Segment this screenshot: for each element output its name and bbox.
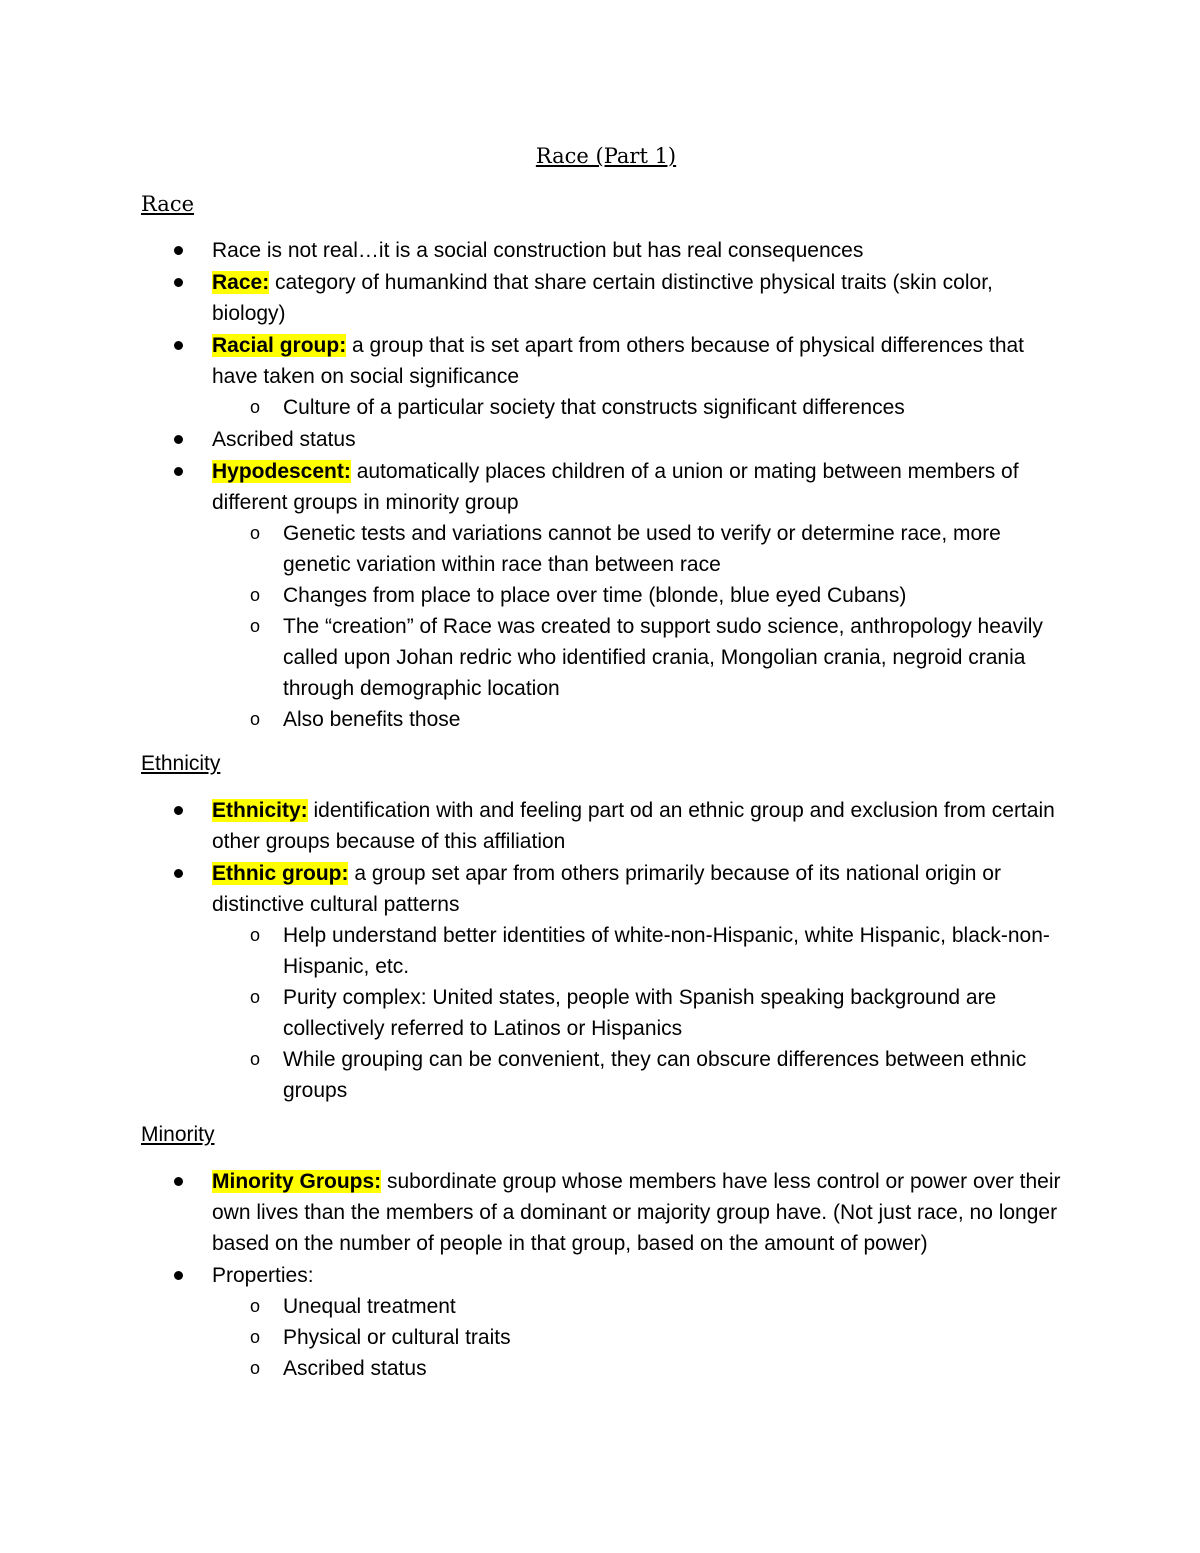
definition-text: a group that is set apart from others because of physical differences that have taken on social significance	[212, 334, 1025, 388]
highlighted-term: Ethnic group:	[212, 862, 349, 885]
sub-item-text: Also benefits those	[283, 708, 461, 731]
sub-list-item	[212, 1291, 1071, 1322]
sub-list-item	[212, 1044, 1071, 1106]
sub-list-item	[212, 518, 1071, 580]
sub-list-item	[212, 1353, 1071, 1384]
o-bullet-icon: o	[250, 1049, 261, 1069]
bullet-icon	[174, 246, 183, 255]
sub-item-text: Purity complex: United states, people with Spanish speaking background are collectively referred to Latinos or Hispanics	[283, 986, 997, 1040]
o-bullet-icon: o	[250, 616, 261, 636]
list-item	[141, 330, 1071, 423]
definition-text: a group set apar from others primarily because of its national origin or distinctive cultural patterns	[212, 862, 1001, 916]
sub-item-text: Physical or cultural traits	[283, 1326, 511, 1349]
sub-item-text: Changes from place to place over time (blonde, blue eyed Cubans)	[283, 584, 907, 607]
bullet-icon	[174, 1177, 183, 1186]
list-item-text: Ascribed status	[212, 428, 356, 451]
sub-item-text: Genetic tests and variations cannot be used to verify or determine race, more genetic variation within race than between race	[283, 522, 1001, 576]
sub-item-text: While grouping can be convenient, they can obscure differences between ethnic groups	[283, 1048, 1027, 1102]
section-heading-ethnicity: Ethnicity	[141, 752, 221, 775]
o-bullet-icon: o	[250, 585, 261, 605]
o-bullet-icon: o	[250, 523, 261, 543]
minority-bullet-list	[141, 1166, 1071, 1384]
sub-item-text: Culture of a particular society that constructs significant differences	[283, 396, 905, 419]
bullet-icon	[174, 1271, 183, 1280]
sub-list-item	[212, 580, 1071, 611]
list-item	[141, 235, 1071, 266]
sub-item-text: Ascribed status	[283, 1357, 427, 1380]
bullet-icon	[174, 869, 183, 878]
list-item	[141, 858, 1071, 1106]
highlighted-term: Racial group:	[212, 334, 347, 357]
o-bullet-icon: o	[250, 709, 261, 729]
o-bullet-icon: o	[250, 1358, 261, 1378]
sub-list-item	[212, 704, 1071, 735]
highlighted-term: Hypodescent:	[212, 460, 351, 483]
list-item	[141, 1260, 1071, 1384]
sub-item-text: Unequal treatment	[283, 1295, 456, 1318]
sub-item-text: Help understand better identities of white-non-Hispanic, white Hispanic, black-non-Hispanic, etc.	[283, 924, 1050, 978]
bullet-icon	[174, 278, 183, 287]
list-item	[141, 1166, 1071, 1259]
sub-list	[212, 920, 1071, 1106]
list-item-text: Properties:	[212, 1264, 314, 1287]
sub-list	[212, 518, 1071, 735]
sub-list-item	[212, 982, 1071, 1044]
definition-text: category of humankind that share certain distinctive physical traits (skin color, biology)	[212, 271, 993, 325]
o-bullet-icon: o	[250, 925, 261, 945]
highlighted-term: Ethnicity:	[212, 799, 308, 822]
race-bullet-list	[141, 235, 1071, 735]
definition-text: subordinate group whose members have less control or power over their own lives than the members of a dominant or majority group have. (Not just race, no longer based on the number of people in that group, based on the amount of power)	[212, 1170, 1061, 1255]
section-heading-race: Race	[141, 192, 195, 216]
sub-list	[212, 392, 1071, 423]
list-item	[141, 267, 1071, 329]
highlighted-term: Race:	[212, 271, 270, 294]
sub-list-item	[212, 392, 1071, 423]
sub-list-item	[212, 1322, 1071, 1353]
o-bullet-icon: o	[250, 1296, 261, 1316]
list-item	[141, 795, 1071, 857]
document-page	[141, 140, 1071, 1397]
o-bullet-icon: o	[250, 987, 261, 1007]
list-item	[141, 456, 1071, 735]
bullet-icon	[174, 806, 183, 815]
sub-list	[212, 1291, 1071, 1384]
bullet-icon	[174, 467, 183, 476]
list-item	[141, 424, 1071, 455]
ethnicity-bullet-list	[141, 795, 1071, 1106]
definition-text: automatically places children of a union or mating between members of different groups in minority group	[212, 460, 1019, 514]
definition-text: identification with and feeling part od an ethnic group and exclusion from certain other groups because of this affiliation	[212, 799, 1055, 853]
o-bullet-icon: o	[250, 397, 261, 417]
sub-item-text: The “creation” of Race was created to support sudo science, anthropology heavily called upon Johan redric who identified crania, Mongolian crania, negroid crania through demographic location	[283, 615, 1043, 700]
bullet-icon	[174, 435, 183, 444]
document-title: Race (Part 1)	[535, 144, 677, 168]
sub-list-item	[212, 920, 1071, 982]
bullet-icon	[174, 341, 183, 350]
section-heading-minority: Minority	[141, 1123, 215, 1146]
o-bullet-icon: o	[250, 1327, 261, 1347]
highlighted-term: Minority Groups:	[212, 1170, 382, 1193]
list-item-text: Race is not real…it is a social construction but has real consequences	[212, 239, 864, 262]
sub-list-item	[212, 611, 1071, 704]
